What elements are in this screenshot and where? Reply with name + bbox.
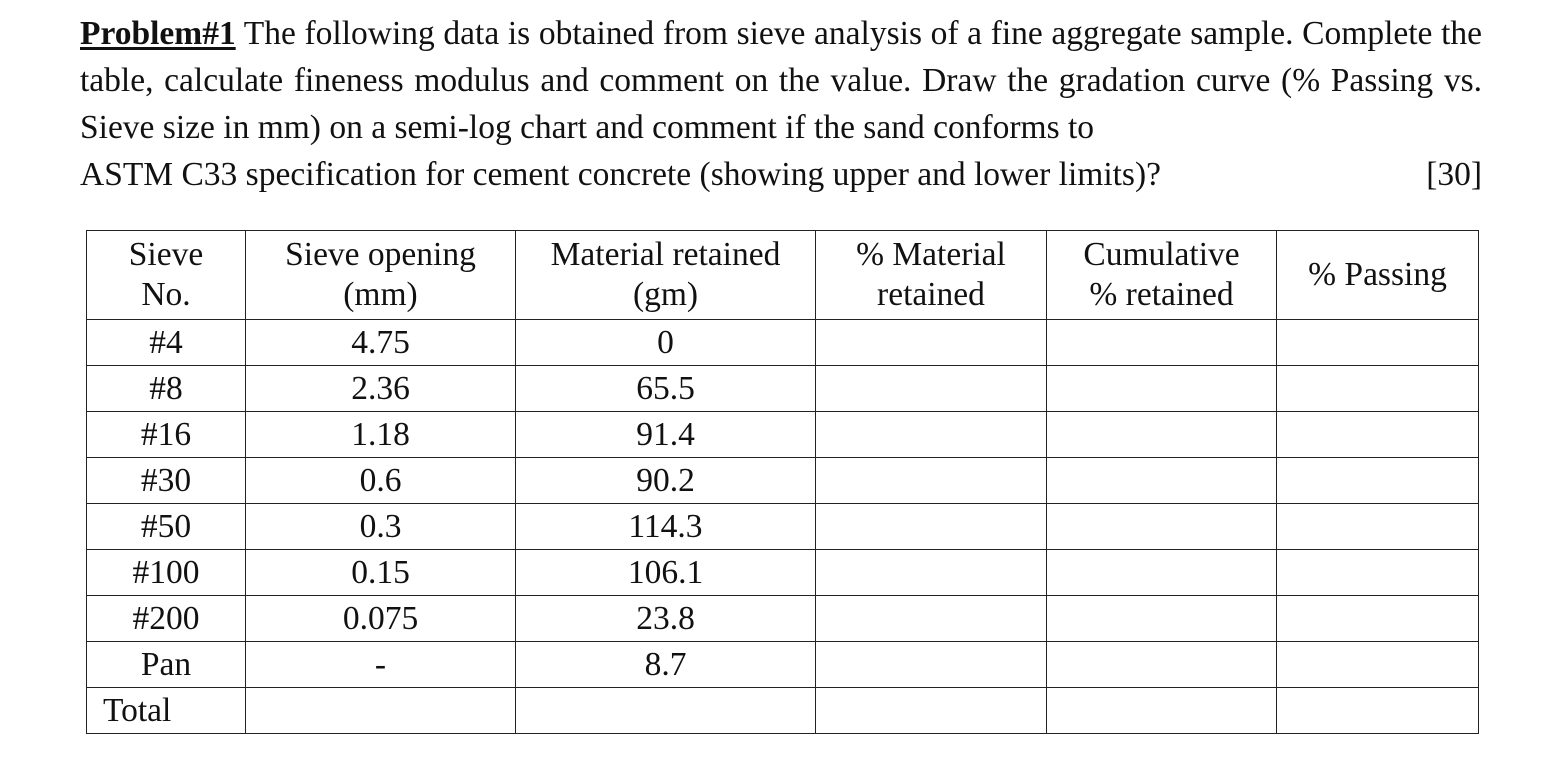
- cell-cum-retained: [1047, 550, 1277, 596]
- cell-retained: 106.1: [516, 550, 816, 596]
- cell-opening: 0.6: [246, 458, 516, 504]
- header-cumulative-retained: [1047, 231, 1277, 320]
- cell-cum-retained: [1047, 596, 1277, 642]
- header-pct-material-retained: [816, 231, 1047, 320]
- total-pct-retained-cell: [816, 688, 1047, 734]
- cell-pct-retained: [816, 596, 1047, 642]
- header-sieve-opening-line2: (mm): [343, 276, 418, 313]
- total-opening-cell: [246, 688, 516, 734]
- header-pct-passing: [1277, 231, 1479, 320]
- cell-retained: 8.7: [516, 642, 816, 688]
- header-pct-material-retained-line2: retained: [877, 276, 985, 313]
- sieve-analysis-table: [86, 230, 1479, 734]
- cell-opening: -: [246, 642, 516, 688]
- cell-cum-retained: [1047, 642, 1277, 688]
- header-material-retained-line1: Material retained: [550, 236, 781, 273]
- cell-pct-retained: [816, 412, 1047, 458]
- cell-sieve: #200: [87, 596, 246, 642]
- problem-marks: [30]: [1426, 156, 1482, 193]
- header-cumulative-retained-line1: Cumulative: [1083, 236, 1240, 273]
- table-row: [87, 320, 1479, 366]
- problem-statement: [80, 10, 1482, 198]
- cell-passing: [1277, 366, 1479, 412]
- cell-pct-retained: [816, 642, 1047, 688]
- cell-retained: 0: [516, 320, 816, 366]
- cell-retained: 23.8: [516, 596, 816, 642]
- cell-passing: [1277, 596, 1479, 642]
- cell-opening: 4.75: [246, 320, 516, 366]
- cell-passing: [1277, 504, 1479, 550]
- cell-opening: 0.075: [246, 596, 516, 642]
- cell-pct-retained: [816, 550, 1047, 596]
- header-pct-passing-line1: % Passing: [1308, 256, 1447, 293]
- table-row: [87, 458, 1479, 504]
- header-sieve-no-line1: Sieve: [128, 236, 204, 273]
- cell-cum-retained: [1047, 366, 1277, 412]
- cell-cum-retained: [1047, 458, 1277, 504]
- header-sieve-opening: [246, 231, 516, 320]
- cell-pct-retained: [816, 504, 1047, 550]
- cell-cum-retained: [1047, 412, 1277, 458]
- cell-opening: 0.3: [246, 504, 516, 550]
- table-row: [87, 504, 1479, 550]
- cell-retained: 114.3: [516, 504, 816, 550]
- cell-opening: 1.18: [246, 412, 516, 458]
- header-material-retained-line2: (gm): [632, 276, 699, 313]
- cell-retained: 90.2: [516, 458, 816, 504]
- cell-sieve: #30: [87, 458, 246, 504]
- table-header-row: [87, 231, 1479, 320]
- cell-sieve: #16: [87, 412, 246, 458]
- cell-sieve: #4: [87, 320, 246, 366]
- table-row: [87, 366, 1479, 412]
- cell-cum-retained: [1047, 320, 1277, 366]
- total-label: Total: [87, 688, 246, 734]
- cell-sieve: Pan: [87, 642, 246, 688]
- cell-pct-retained: [816, 458, 1047, 504]
- cell-sieve: #100: [87, 550, 246, 596]
- cell-pct-retained: [816, 366, 1047, 412]
- cell-opening: 2.36: [246, 366, 516, 412]
- problem-label: Problem#1: [80, 15, 236, 52]
- cell-passing: [1277, 550, 1479, 596]
- header-cumulative-retained-line2: % retained: [1089, 276, 1234, 313]
- table-row: [87, 642, 1479, 688]
- cell-passing: [1277, 458, 1479, 504]
- cell-sieve: #8: [87, 366, 246, 412]
- cell-retained: 91.4: [516, 412, 816, 458]
- problem-last-line: [80, 151, 1482, 198]
- table-row: [87, 596, 1479, 642]
- cell-passing: [1277, 412, 1479, 458]
- header-sieve-no-line2: No.: [141, 276, 191, 313]
- total-passing-cell: [1277, 688, 1479, 734]
- header-sieve-no: [87, 231, 246, 320]
- header-pct-material-retained-line1: % Material: [856, 236, 1006, 273]
- problem-last-line-text: ASTM C33 specification for cement concrete (showing upper and lower limits)?: [80, 156, 1161, 193]
- table-row: [87, 550, 1479, 596]
- total-retained-cell: [516, 688, 816, 734]
- cell-passing: [1277, 642, 1479, 688]
- cell-cum-retained: [1047, 504, 1277, 550]
- cell-sieve: #50: [87, 504, 246, 550]
- table-total-row: [87, 688, 1479, 734]
- total-cum-retained-cell: [1047, 688, 1277, 734]
- cell-opening: 0.15: [246, 550, 516, 596]
- cell-passing: [1277, 320, 1479, 366]
- problem-body: The following data is obtained from sieve analysis of a fine aggregate sample. Complete the table, calculate fineness modulus and comment on the value. Draw the gradation curve (% Passing vs. Sieve size in mm) on a semi-log chart and comment if the sand conforms to: [80, 15, 1482, 146]
- header-material-retained: [516, 231, 816, 320]
- cell-pct-retained: [816, 320, 1047, 366]
- header-sieve-opening-line1: Sieve opening: [285, 236, 476, 273]
- cell-retained: 65.5: [516, 366, 816, 412]
- table-row: [87, 412, 1479, 458]
